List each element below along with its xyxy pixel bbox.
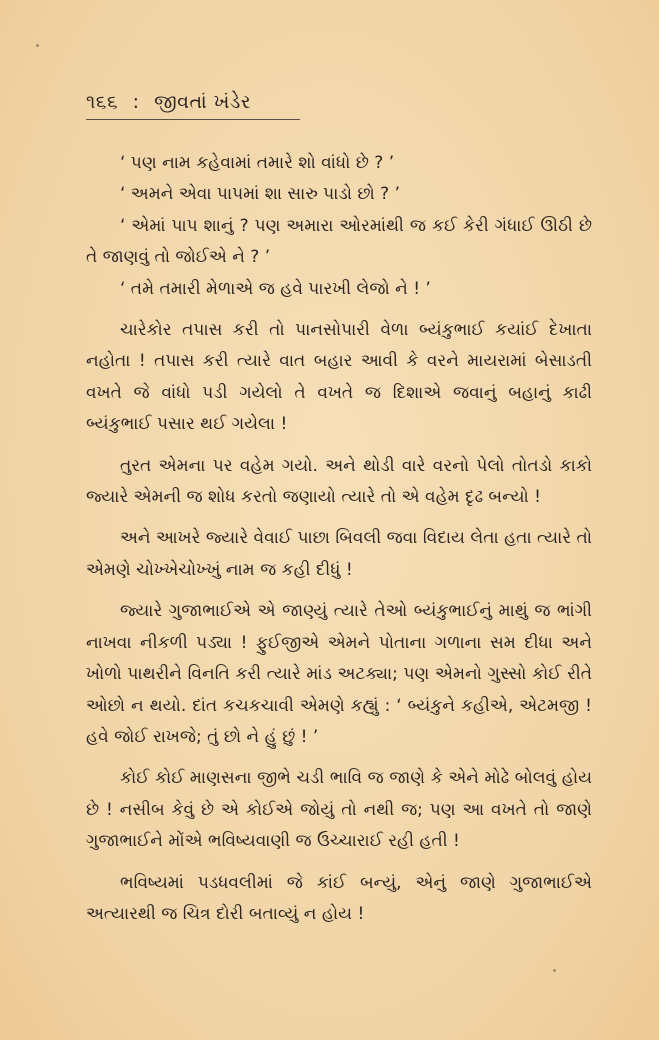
paragraph: તુરત એમના પર વહેમ ગયો. અને થોડી વારે વરનો પેલો તોતડો કાકો જ્યારે એમની જ શોધ કરતો જણાયો ત્યારે તો એ વહેમ દૃઢ બન્યો !	[86, 455, 592, 508]
dialogue-line: ‘ તમે તમારી મેળાએ જ હવે પારખી લેજો ને ! ’	[120, 278, 431, 299]
paragraph: ભવિષ્યમાં પડધવલીમાં જે કાંઈ બન્યું, એનું જાણે ગુજાભાઈએ અત્યારથી જ ચિત્ર દોરી બતાવ્યું ન હોય !	[86, 872, 592, 924]
book-title: જીવતાં ખંડેર	[154, 91, 252, 113]
dialogue-line: ‘ પણ નામ કહેવામાં તમારે શો વાંધો છે ? ’	[120, 153, 395, 173]
dialogue-line: ‘ અમને એવા પાપમાં શા સારુ પાડો છો ? ’	[120, 184, 400, 205]
header-underline	[86, 119, 300, 120]
page-speck	[36, 44, 39, 47]
running-header	[86, 91, 251, 113]
paragraph: જ્યારે ગુજાભાઈએ એ જાણ્યું ત્યારે તેઓ બ્યંકુભાઈનું માથું જ ભાંગી નાખવા નીકળી પડ્યા ! ફુઈજીએ એમને પોતાના ગળાના સમ દીધા અને ખોળો પાથરીને વિનતિ કરી ત્યારે માંડ અટક્યા; પણ એમનો ગુસ્સો કોઈ રીતે ઓછો ન થયો. દાંત કચકચાવી એમણે કહ્યું : ‘ બ્યંકુને કહીએ, એટમજી ! હવે જોઈ રાખજે; તું છો ને હું છું ! ’	[86, 601, 592, 747]
page-number: ૧૬૬	[86, 91, 119, 113]
page-speck	[553, 969, 556, 972]
paragraph: કોઈ કોઈ માણસના જીભે ચડી ભાવિ જ જાણે કે એને મોઢે બોલવું હોય છે ! નસીબ કેવું છે એ કોઈએ જોયું તો નથી જ; પણ આ વખતે તો જાણે ગુજાભાઈને મોંએ ભવિષ્યવાણી જ ઉચ્ચારાઈ રહી હતી !	[86, 768, 592, 852]
paragraph: ચારેકોર તપાસ કરી તો પાનસોપારી વેળા બ્યંકુભાઈ કયાંઈ દેખાતા નહોતા ! તપાસ કરી ત્યારે વાત બહાર આવી કે વરને માયરામાં બેસાડતી વખતે જે વાંધો પડી ગયેલો તે વખતે જ દિશાએ જવાનું બહાનું કાઢી બ્યંકુભાઈ પસાર થઈ ગયેલા !	[86, 320, 592, 435]
paragraph: અને આખરે જ્યારે વેવાઈ પાછા બિવલી જવા વિદાય લેતા હતા ત્યારે તો એમણે ચોખ્ખેચોખ્ખું નામ જ કહી દીધું !	[86, 528, 592, 580]
header-separator: :	[132, 91, 140, 113]
page-body	[86, 148, 592, 940]
dialogue-line: ‘ એમાં પાપ શાનું ? પણ અમારા ઓરમાંથી જ કઈ કેરી ગંધાઈ ઊઠી છે તે જાણવું તો જોઈએ ને ? ’	[86, 215, 592, 268]
